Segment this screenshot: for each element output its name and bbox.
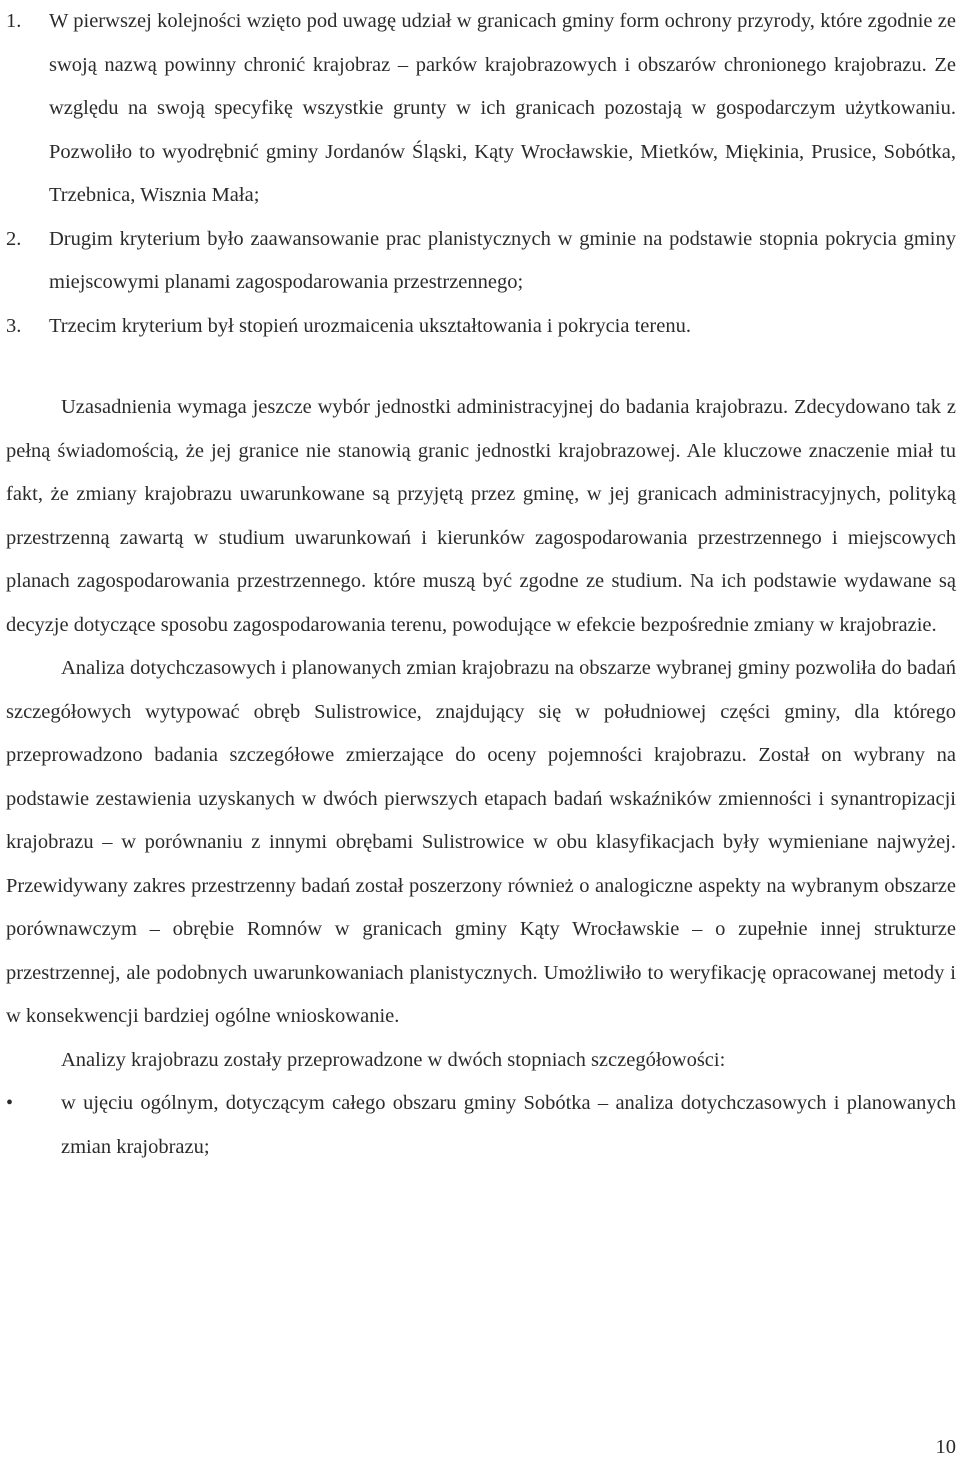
paragraph-analysis: Analiza dotychczasowych i planowanych zmian krajobrazu na obszarze wybranej gminy pozwoliła do badań szczegółowych wytypować obręb Sulistrowice, znajdujący się w południowej części gminy, dla którego przeprowadzono badania szczegółowe zmierzające do oceny pojemności krajobrazu. Został on wybrany na podstawie zestawienia uzyskanych w dwóch pierwszych etapach badań wskaźników zmienności i synantropizacji krajobrazu – w porównaniu z innymi obrębami Sulistrowice w obu klasyfikacjach były wymieniane najwyżej. Przewidywany zakres przestrzenny badań został poszerzony również o analogiczne aspekty na wybranym obszarze porównawczym – obrębie Romnów w granicach gminy Kąty Wrocławskie – o zupełnie innej strukturze przestrzennej, ale podobnych uwarunkowaniach planistycznych. Umożliwiło to weryfikację opracowanej metody i w konsekwencji bardziej ogólne wnioskowanie. <box>6 657 956 1027</box>
paragraph-levels-intro: Analizy krajobrazu zostały przeprowadzone w dwóch stopniach szczegółowości: <box>61 1048 726 1071</box>
section-gap <box>6 348 956 386</box>
list-number: 2. <box>6 227 22 250</box>
bullet-icon: • <box>6 1092 14 1114</box>
list-item-text: Trzecim kryterium był stopień urozmaicenia ukształtowania i pokrycia terenu. <box>49 314 691 337</box>
list-number: 3. <box>6 314 22 337</box>
list-item <box>6 0 956 218</box>
list-number: 1. <box>6 10 22 32</box>
document-page <box>6 0 956 1169</box>
list-item <box>6 218 956 305</box>
list-item-text: Drugim kryterium było zaawansowanie prac planistycznych w gminie na podstawie stopnia pokrycia gminy miejscowymi planami zagospodarowania przestrzennego; <box>49 227 956 293</box>
list-item <box>6 305 956 349</box>
bullet-item-text: w ujęciu ogólnym, dotyczącym całego obszaru gminy Sobótka – analiza dotychczasowych i planowanych zmian krajobrazu; <box>61 1092 956 1158</box>
paragraph-justification: Uzasadnienia wymaga jeszcze wybór jednostki administracyjnej do badania krajobrazu. Zdecydowano tak z pełną świadomością, że jej granice nie stanowią granic jednostki krajobrazowej. Ale kluczowe znaczenie miał tu fakt, że zmiany krajobrazu uwarunkowane są przyjętą przez gminę, w jej granicach administracyjnych, polityką przestrzenną zawartą w studium uwarunkowań i kierunków zagospodarowania przestrzennego i miejscowych planach zagospodarowania przestrzennego. które muszą być zgodne ze studium. Na ich podstawie wydawane są decyzje dotyczące sposobu zagospodarowania terenu, powodujące w efekcie bezpośrednie zmiany w krajobrazie. <box>6 396 956 636</box>
page-number: 10 <box>935 1436 956 1458</box>
bullet-list-item <box>6 1082 956 1169</box>
list-item-text: W pierwszej kolejności wzięto pod uwagę udział w granicach gminy form ochrony przyrody, które zgodnie ze swoją nazwą powinny chronić krajobraz – parków krajobrazowych i obszarów chronionego krajobrazu. Ze względu na swoją specyfikę wszystkie grunty w ich granicach pozostają w gospodarczym użytkowaniu. Pozwoliło to wyodrębnić gminy Jordanów Śląski, Kąty Wrocławskie, Mietków, Miękinia, Prusice, Sobótka, Trzebnica, Wisznia Mała; <box>49 10 956 206</box>
